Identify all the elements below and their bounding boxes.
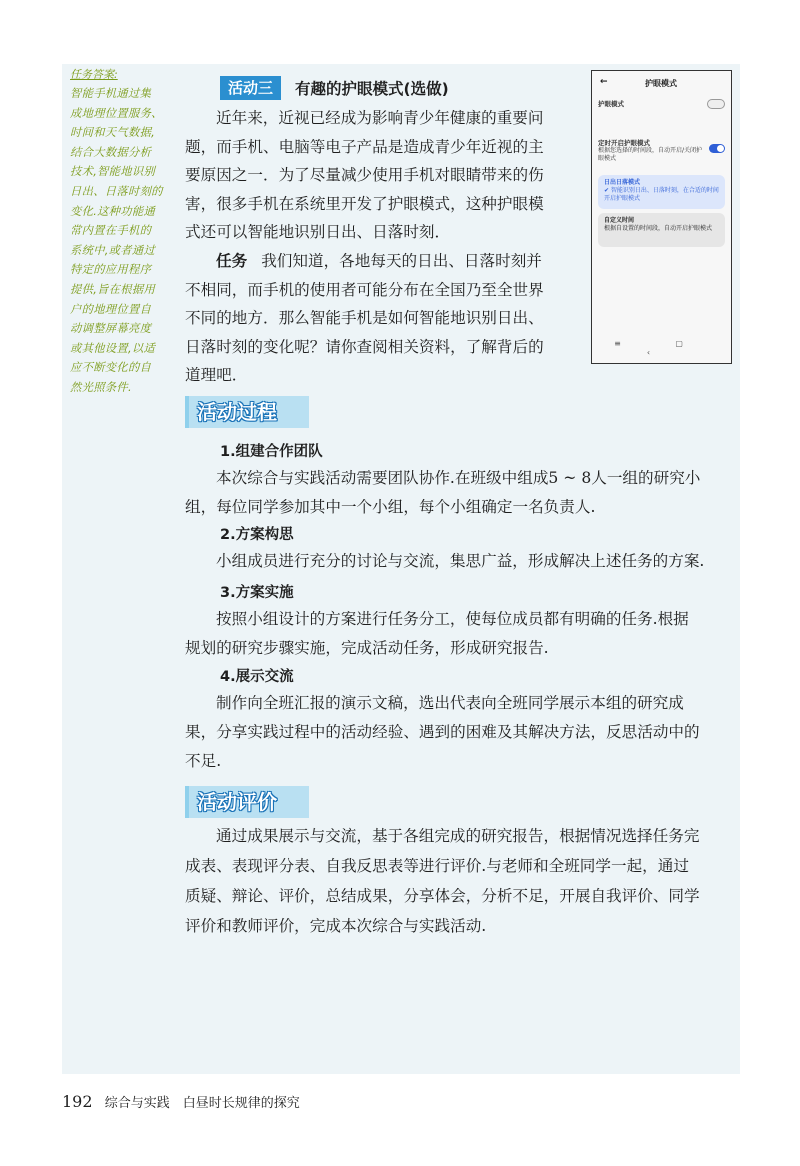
text-line: 害，很多手机在系统里开发了护眼模式，这种护眼模 [185, 194, 544, 213]
phone-screenshot [591, 70, 732, 364]
step-2-heading: 2.方案构思 [220, 527, 294, 543]
text-line: 不同的地方．那么智能手机是如何智能地识别日出、 [185, 309, 544, 328]
phone-title: 护眼模式 [645, 79, 677, 88]
footer-title: 综合与实践 白昼时长规律的探究 [104, 1096, 300, 1111]
text-line: 近年来，近视已经成为影响青少年健康的重要问 [216, 109, 544, 127]
text-line: 质疑、辩论、评价，总结成果，分享体会，分析不足，开展自我评价、同学 [185, 887, 700, 905]
phone-card-sunrise: 日出日落模式 ✔ 智能识别日出、日落时刻，在合适的时间开启护眼模式 [598, 175, 725, 209]
step-1-heading: 1.组建合作团队 [220, 444, 323, 460]
activity-3-tag: 活动三 [220, 76, 281, 100]
toggle-off-icon [707, 99, 725, 109]
sidebar-line: 然光照条件. [70, 380, 132, 394]
page-footer [62, 1092, 300, 1111]
text-line: 小组成员进行充分的讨论与交流，集思广益，形成解决上述任务的方案. [216, 552, 705, 570]
sidebar-answer [70, 66, 182, 398]
text-line: 按照小组设计的方案进行任务分工，使每位成员都有明确的任务.根据 [216, 610, 689, 628]
back-arrow-icon: ← [600, 77, 608, 87]
text-line: 式还可以智能地识别日出、日落时刻． [185, 223, 451, 242]
sidebar-line: 智能手机通过集 [70, 87, 152, 100]
evaluation-text [185, 821, 745, 941]
text-line: 规划的研究步骤实施，完成活动任务，形成研究报告. [185, 639, 549, 657]
phone-nav-bar: ≡ ▢ ‹ [614, 339, 709, 357]
sidebar-line: 成地理位置服务、 [70, 106, 163, 120]
sidebar-line: 特定的应用程序 [70, 263, 152, 277]
sidebar-line: 变化.这种功能通 [70, 204, 156, 218]
phone-row-schedule: 定时开启护眼模式 根据您选择的时间段，自动开启/关闭护眼模式 [598, 139, 703, 162]
text-line: 不足. [185, 752, 222, 770]
sidebar-line: 户的地理位置自 [70, 302, 152, 316]
step-1-text [185, 464, 745, 522]
text-line: 制作向全班汇报的演示文稿，选出代表向全班同学展示本组的研究成 [216, 694, 684, 712]
sidebar-line: 常内置在手机的 [70, 224, 152, 238]
text-line: 本次综合与实践活动需要团队协作.在班级中组成5 ~ 8人一组的研究小 [216, 469, 701, 487]
sidebar-line: 应不断变化的自 [70, 361, 152, 375]
step-4-heading: 4.展示交流 [220, 669, 294, 685]
text-line: 评价和教师评价，完成本次综合与实践活动. [185, 917, 487, 935]
step-4-text [185, 689, 745, 776]
text-line: 成表、表现评分表、自我反思表等进行评价.与老师和全班同学一起，通过 [185, 857, 689, 875]
text-line: 题，而手机、电脑等电子产品是造成青少年近视的主 [185, 137, 544, 156]
text-line: 通过成果展示与交流，基于各组完成的研究报告，根据情况选择任务完 [216, 827, 700, 845]
page-number: 192 [62, 1092, 93, 1111]
sidebar-line: 时间和天气数据, [70, 126, 156, 140]
sidebar-line: 技术,智能地识别 [70, 165, 156, 179]
text-line: 不相同，而手机的使用者可能分布在全国乃至全世界 [185, 280, 544, 299]
task-first-line: 我们知道，各地每天的日出、日落时刻并 [261, 252, 542, 270]
step-3-heading: 3.方案实施 [220, 585, 294, 601]
task-paragraph [185, 247, 585, 390]
phone-row-eye-mode: 护眼模式 [598, 100, 624, 108]
sidebar-line: 或其他设置,以适 [70, 341, 156, 355]
step-2-text [185, 547, 745, 576]
toggle-on-icon [709, 144, 725, 153]
text-line: 要原因之一．为了尽量减少使用手机对眼睛带来的伤 [185, 166, 544, 185]
process-banner: 活动过程 [185, 396, 309, 428]
sidebar-line: 结合大数据分析 [70, 145, 152, 159]
sidebar-line: 系统中,或者通过 [70, 243, 156, 257]
phone-card-custom: 自定义时间 根据自设置的时间段，自动开启护眼模式 [598, 213, 725, 247]
sidebar-line: 动调整屏幕亮度 [70, 322, 152, 336]
text-line: 组，每位同学参加其中一个小组，每个小组确定一名负责人. [185, 498, 596, 516]
text-line: 日落时刻的变化呢？请你查阅相关资料，了解背后的 [185, 337, 544, 356]
text-line [185, 247, 585, 276]
sidebar-line: 日出、日落时刻的 [70, 184, 163, 198]
text-line: 道理吧． [185, 366, 248, 385]
evaluation-banner: 活动评价 [185, 786, 309, 818]
step-3-text [185, 605, 745, 663]
activity-3-title: 有趣的护眼模式(选做) [295, 80, 449, 98]
text-line: 果，分享实践过程中的活动经验、遇到的困难及其解决方法，反思活动中的 [185, 723, 700, 741]
sidebar-line: 提供,旨在根据用 [70, 282, 156, 296]
task-label: 任务 [216, 252, 248, 270]
activity-3-header [220, 76, 449, 100]
intro-paragraph [185, 104, 585, 247]
phone-header [600, 77, 723, 91]
sidebar-title: 任务答案: [70, 68, 118, 81]
